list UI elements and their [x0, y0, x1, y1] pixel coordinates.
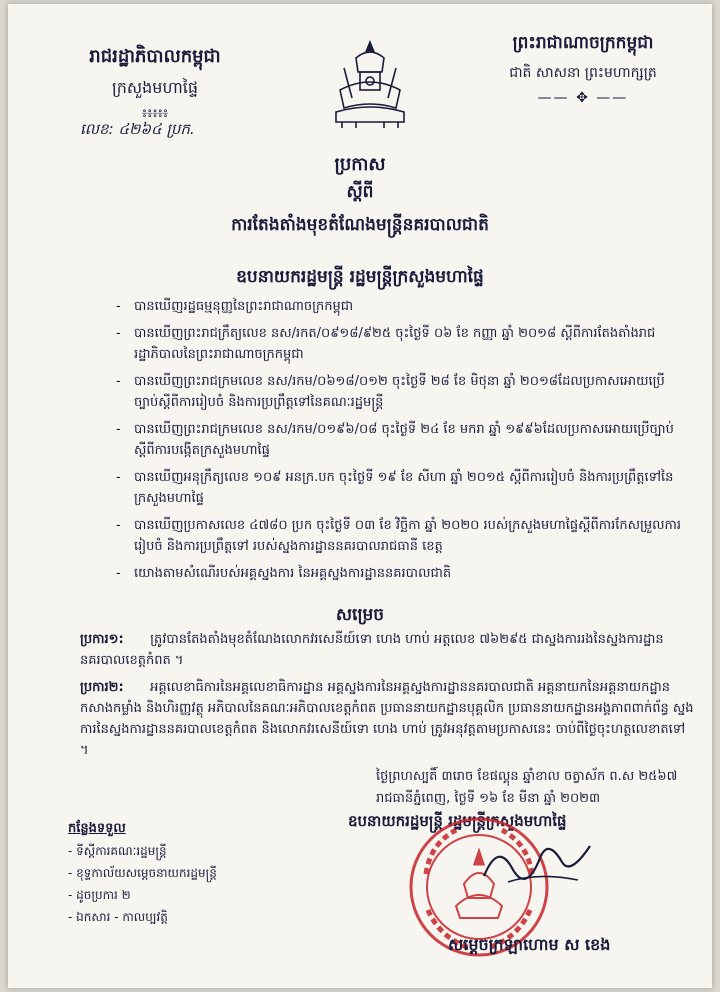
- signer-name: សម្តេចក្រឡាហោម ស ខេង: [448, 935, 611, 954]
- recitals-list: [116, 296, 686, 590]
- kingdom-name: ព្រះរាជាណាចក្រកម្ពុជា: [512, 33, 654, 53]
- recipient-item: - ឯកសារ - កាលប្បវត្តិ: [68, 910, 168, 924]
- issuing-authority: ឧបនាយករដ្ឋមន្ត្រី រដ្ឋមន្ត្រីក្រសួងមហាផ្ទៃ: [236, 267, 484, 287]
- document-subject: ការតែងតាំងមុខតំណែងមន្ត្រីនគរបាលជាតិ: [231, 215, 489, 235]
- decree-page: [8, 4, 712, 988]
- ministry-header: [60, 44, 250, 123]
- signer-title: ឧបនាយករដ្ឋមន្ត្រី រដ្ឋមន្ត្រីក្រសួងមហាផ្ទៃ: [348, 812, 567, 830]
- recital-item: - បានឃើញអនុក្រឹត្យលេខ ១០៩ អនក្រ.បក ចុះថ្ងៃទី ១៩ ខែ សីហា ឆ្នាំ ២០១៥ ស្តីពីការរៀបចំ និងការប្រព្រឹត្តទៅនៃក្រសួងមហាផ្ទៃ: [116, 470, 674, 506]
- recital-text: បានឃើញព្រះរាជក្រឹត្យលេខ នស/រកត/០៩១៨/៩២៥ ចុះថ្ងៃទី ០៦ ខែ កញ្ញា ឆ្នាំ ២០១៨ ស្តីពីការតែងតាំងរាជរដ្ឋាភិបាលនៃព្រះរាជាណាចក្រកម្ពុជា: [134, 326, 656, 362]
- article-text: អគ្គលេខាធិការនៃអគ្គលេខាធិការដ្ឋាន អគ្គស្នងការនៃអគ្គស្នងការដ្ឋាននគរបាលជាតិ អគ្គនាយកនៃអគ្គនាយកដ្ឋានកសាងកម្លាំង និងហិរញ្ញវត្ថុ អភិបាលនៃគណៈអភិបាលខេត្តកំពត ប្រធាននាយកដ្ឋានបុគ្គលិក ប្រធាននាយកដ្ឋានអង្គភាពពាក់ព័ន្ធ ស្នងការនៃស្នងការដ្ឋាននគរបាលខេត្តកំពត និងលោកវរសេនីយ៍ទោ ហេង ហាប់ ត្រូវអនុវត្តតាមប្រកាសនេះ ចាប់ពីថ្ងៃចុះហត្ថលេខាតទៅ ។: [80, 680, 694, 758]
- royal-arms-emblem-icon: [326, 38, 414, 130]
- article-text: ត្រូវបានតែងតាំងមុខតំណែងលោកវរសេនីយ៍ទោ ហេង ហាប់ អត្តលេខ ៧៦២៩៥ ជាស្នងការរងនៃស្នងការដ្ឋាននគរបាលខេត្តកំពត ។: [80, 632, 664, 668]
- signature-icon: [478, 832, 598, 892]
- recital-item: - បានឃើញប្រកាសលេខ ៤៧៨០ ប្រក ចុះថ្ងៃទី ០៣ ខែ វិច្ឆិកា ឆ្នាំ ២០២០ របស់ក្រសួងមហាផ្ទៃស្តីពីការកែសម្រួលការរៀបចំ និងការប្រព្រឹត្តទៅ របស់ស្នងការដ្ឋាននគរបាលរាជធានី ខេត្ត: [116, 518, 682, 554]
- ministry-ornament: ៖៖៖៖៖: [141, 106, 169, 120]
- recipient-item: - ទីស្តីការគណៈរដ្ឋមន្ត្រី: [68, 844, 167, 858]
- recital-text: យោងតាមសំណើរបស់អគ្គស្នងការ នៃអគ្គស្នងការដ្ឋាននគរបាលជាតិ: [134, 566, 452, 581]
- kingdom-ornament: —— ✥ ——: [537, 90, 629, 106]
- recipient-item: - ដូចប្រការ ២: [68, 888, 131, 902]
- recipients-list: [68, 818, 298, 928]
- recital-text: បានឃើញអនុក្រឹត្យលេខ ១០៩ អនក្រ.បក ចុះថ្ងៃទី ១៩ ខែ សីហា ឆ្នាំ ២០១៥ ស្តីពីការរៀបចំ និងការប្រព្រឹត្តទៅនៃក្រសួងមហាផ្ទៃ: [134, 470, 674, 506]
- recital-text: បានឃើញប្រកាសលេខ ៤៧៨០ ប្រក ចុះថ្ងៃទី ០៣ ខែ វិច្ឆិកា ឆ្នាំ ២០២០ របស់ក្រសួងមហាផ្ទៃស្តីពីការកែសម្រួលការរៀបចំ និងការប្រព្រឹត្តទៅ របស់ស្នងការដ្ឋាននគរបាលរាជធានី ខេត្ត: [134, 518, 682, 554]
- kingdom-motto: ជាតិ សាសនា ព្រះមហាក្សត្រ: [509, 65, 657, 81]
- recital-item: - បានឃើញព្រះរាជក្រមលេខ នស/រកម/០៦១៨/០១២ ចុះថ្ងៃទី ២៨ ខែ មិថុនា ឆ្នាំ ២០១៨ដែលប្រកាសអោយប្រើច្បាប់ស្តីពីការរៀបចំ និងការប្រព្រឹត្តទៅនៃគណៈរដ្ឋមន្ត្រី: [116, 374, 665, 410]
- lunar-date: ថ្ងៃព្រហស្បតិ៍ ៣រោច ខែផល្គុន ឆ្នាំខាល ចត្វាស័ក ព.ស ២៥៦៧: [376, 769, 678, 784]
- recipients-heading: កន្លែងទទួល: [68, 821, 126, 836]
- recipient-item: - ខុទ្ទកាល័យសម្តេចនាយករដ្ឋមន្ត្រី: [68, 866, 217, 880]
- title-block: [8, 152, 712, 239]
- recital-item: - បានឃើញព្រះរាជក្រឹត្យលេខ នស/រកត/០៩១៨/៩២៥ ចុះថ្ងៃទី ០៦ ខែ កញ្ញា ឆ្នាំ ២០១៨ ស្តីពីការតែងតាំងរាជរដ្ឋាភិបាលនៃព្រះរាជាណាចក្រកម្ពុជា: [116, 326, 656, 362]
- recital-text: បានឃើញព្រះរាជក្រមលេខ នស/រកម/០១៩៦/០៨ ចុះថ្ងៃទី ២៤ ខែ មករា ឆ្នាំ ១៩៩៦ដែលប្រកាសអោយប្រើច្បាប់ស្តីពីការបង្កើតក្រសួងមហាផ្ទៃ: [134, 422, 674, 458]
- article-1: [80, 629, 696, 671]
- article-label: ប្រការ១:: [80, 632, 124, 647]
- ministry-government-line: រាជរដ្ឋាភិបាលកម្ពុជា: [89, 46, 221, 67]
- document-about: ស្តីពី: [346, 182, 374, 202]
- recital-item: - យោងតាមសំណើរបស់អគ្គស្នងការ នៃអគ្គស្នងការដ្ឋាននគរបាលជាតិ: [116, 566, 452, 581]
- article-2: [80, 677, 696, 761]
- recital-item: - បានឃើញរដ្ឋធម្មនុញ្ញនៃព្រះរាជាណាចក្រកម្ពុជា: [116, 299, 354, 314]
- ministry-name: ក្រសួងមហាផ្ទៃ: [111, 78, 198, 97]
- decision-heading: សម្រេច: [335, 605, 385, 625]
- place-and-date: រាជធានីភ្នំពេញ, ថ្ងៃទី ១៦ ខែ មីនា ឆ្នាំ ២០២៣: [376, 791, 601, 806]
- reference-number: លេខ: ៤២៦៤ ប្រក.: [80, 120, 195, 138]
- kingdom-header: [478, 32, 688, 106]
- document-type: ប្រកាស: [334, 154, 386, 175]
- recital-text: បានឃើញរដ្ឋធម្មនុញ្ញនៃព្រះរាជាណាចក្រកម្ពុជា: [134, 299, 354, 314]
- recital-text: បានឃើញព្រះរាជក្រមលេខ នស/រកម/០៦១៨/០១២ ចុះថ្ងៃទី ២៨ ខែ មិថុនា ឆ្នាំ ២០១៨ដែលប្រកាសអោយប្រើច្បាប់ស្តីពីការរៀបចំ និងការប្រព្រឹត្តទៅនៃគណៈរដ្ឋមន្ត្រី: [134, 374, 665, 410]
- date-block: [376, 766, 696, 810]
- recital-item: - បានឃើញព្រះរាជក្រមលេខ នស/រកម/០១៩៦/០៨ ចុះថ្ងៃទី ២៤ ខែ មករា ឆ្នាំ ១៩៩៦ដែលប្រកាសអោយប្រើច្បាប់ស្តីពីការបង្កើតក្រសួងមហាផ្ទៃ: [116, 422, 674, 458]
- article-label: ប្រការ២:: [80, 680, 124, 695]
